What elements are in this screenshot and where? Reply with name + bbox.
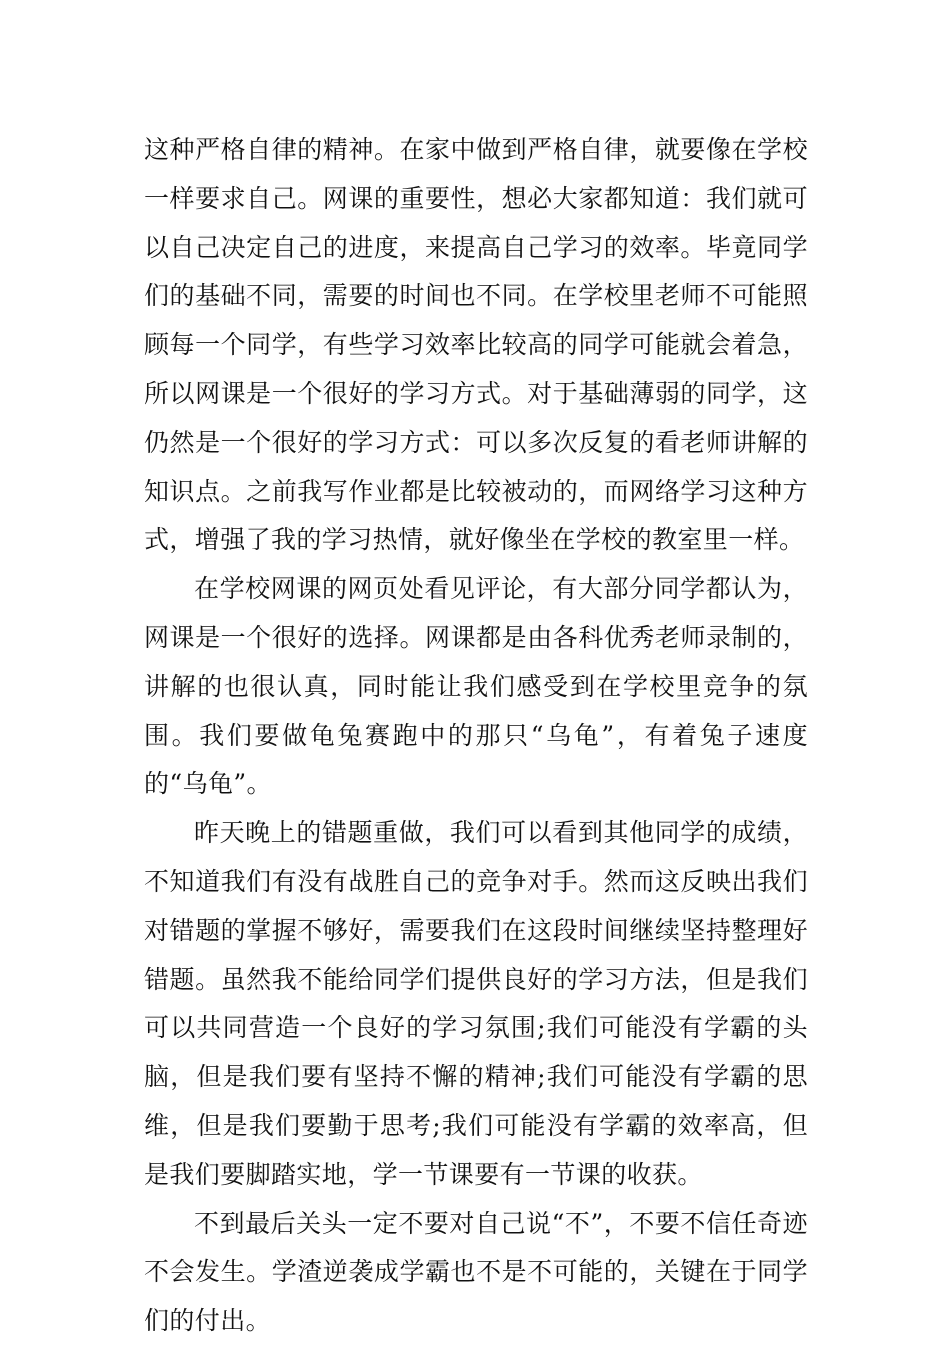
paragraph-3: 昨天晚上的错题重做，我们可以看到其他同学的成绩，不知道我们有没有战胜自己的竞争对手。然而这反映出我们对错题的掌握不够好，需要我们在这段时间继续坚持整理好错题。虽然我不能给同学们提供良好的学习方法，但是我们可以共同营造一个良好的学习氛围;我们可能没有学霸的头脑，但是我们要有坚持不懈的精神;我们可能没有学霸的思维，但是我们要勤于思考;我们可能没有学霸的效率高，但是我们要脚踏实地，学一节课要有一节课的收获。: [144, 818, 808, 1189]
paragraph-2: 在学校网课的网页处看见评论，有大部分同学都认为，网课是一个很好的选择。网课都是由各科优秀老师录制的，讲解的也很认真，同时能让我们感受到在学校里竞争的氛围。我们要做龟兔赛跑中的那只“乌龟”，有着兔子速度的“乌龟”。: [144, 574, 808, 799]
paragraph-4: 不到最后关头一定不要对自己说“不”，不要不信任奇迹不会发生。学渣逆袭成学霸也不是不可能的，关键在于同学们的付出。: [144, 1208, 808, 1336]
paragraph-1: 这种严格自律的精神。在家中做到严格自律，就要像在学校一样要求自己。网课的重要性，想必大家都知道：我们就可以自己决定自己的进度，来提高自己学习的效率。毕竟同学们的基础不同，需要的时间也不同。在学校里老师不可能照顾每一个同学，有些学习效率比较高的同学可能就会着急，所以网课是一个很好的学习方式。对于基础薄弱的同学，这仍然是一个很好的学习方式：可以多次反复的看老师讲解的知识点。之前我写作业都是比较被动的，而网络学习这种方式，增强了我的学习热情，就好像坐在学校的教室里一样。: [144, 135, 808, 555]
document-body: [144, 126, 808, 1346]
